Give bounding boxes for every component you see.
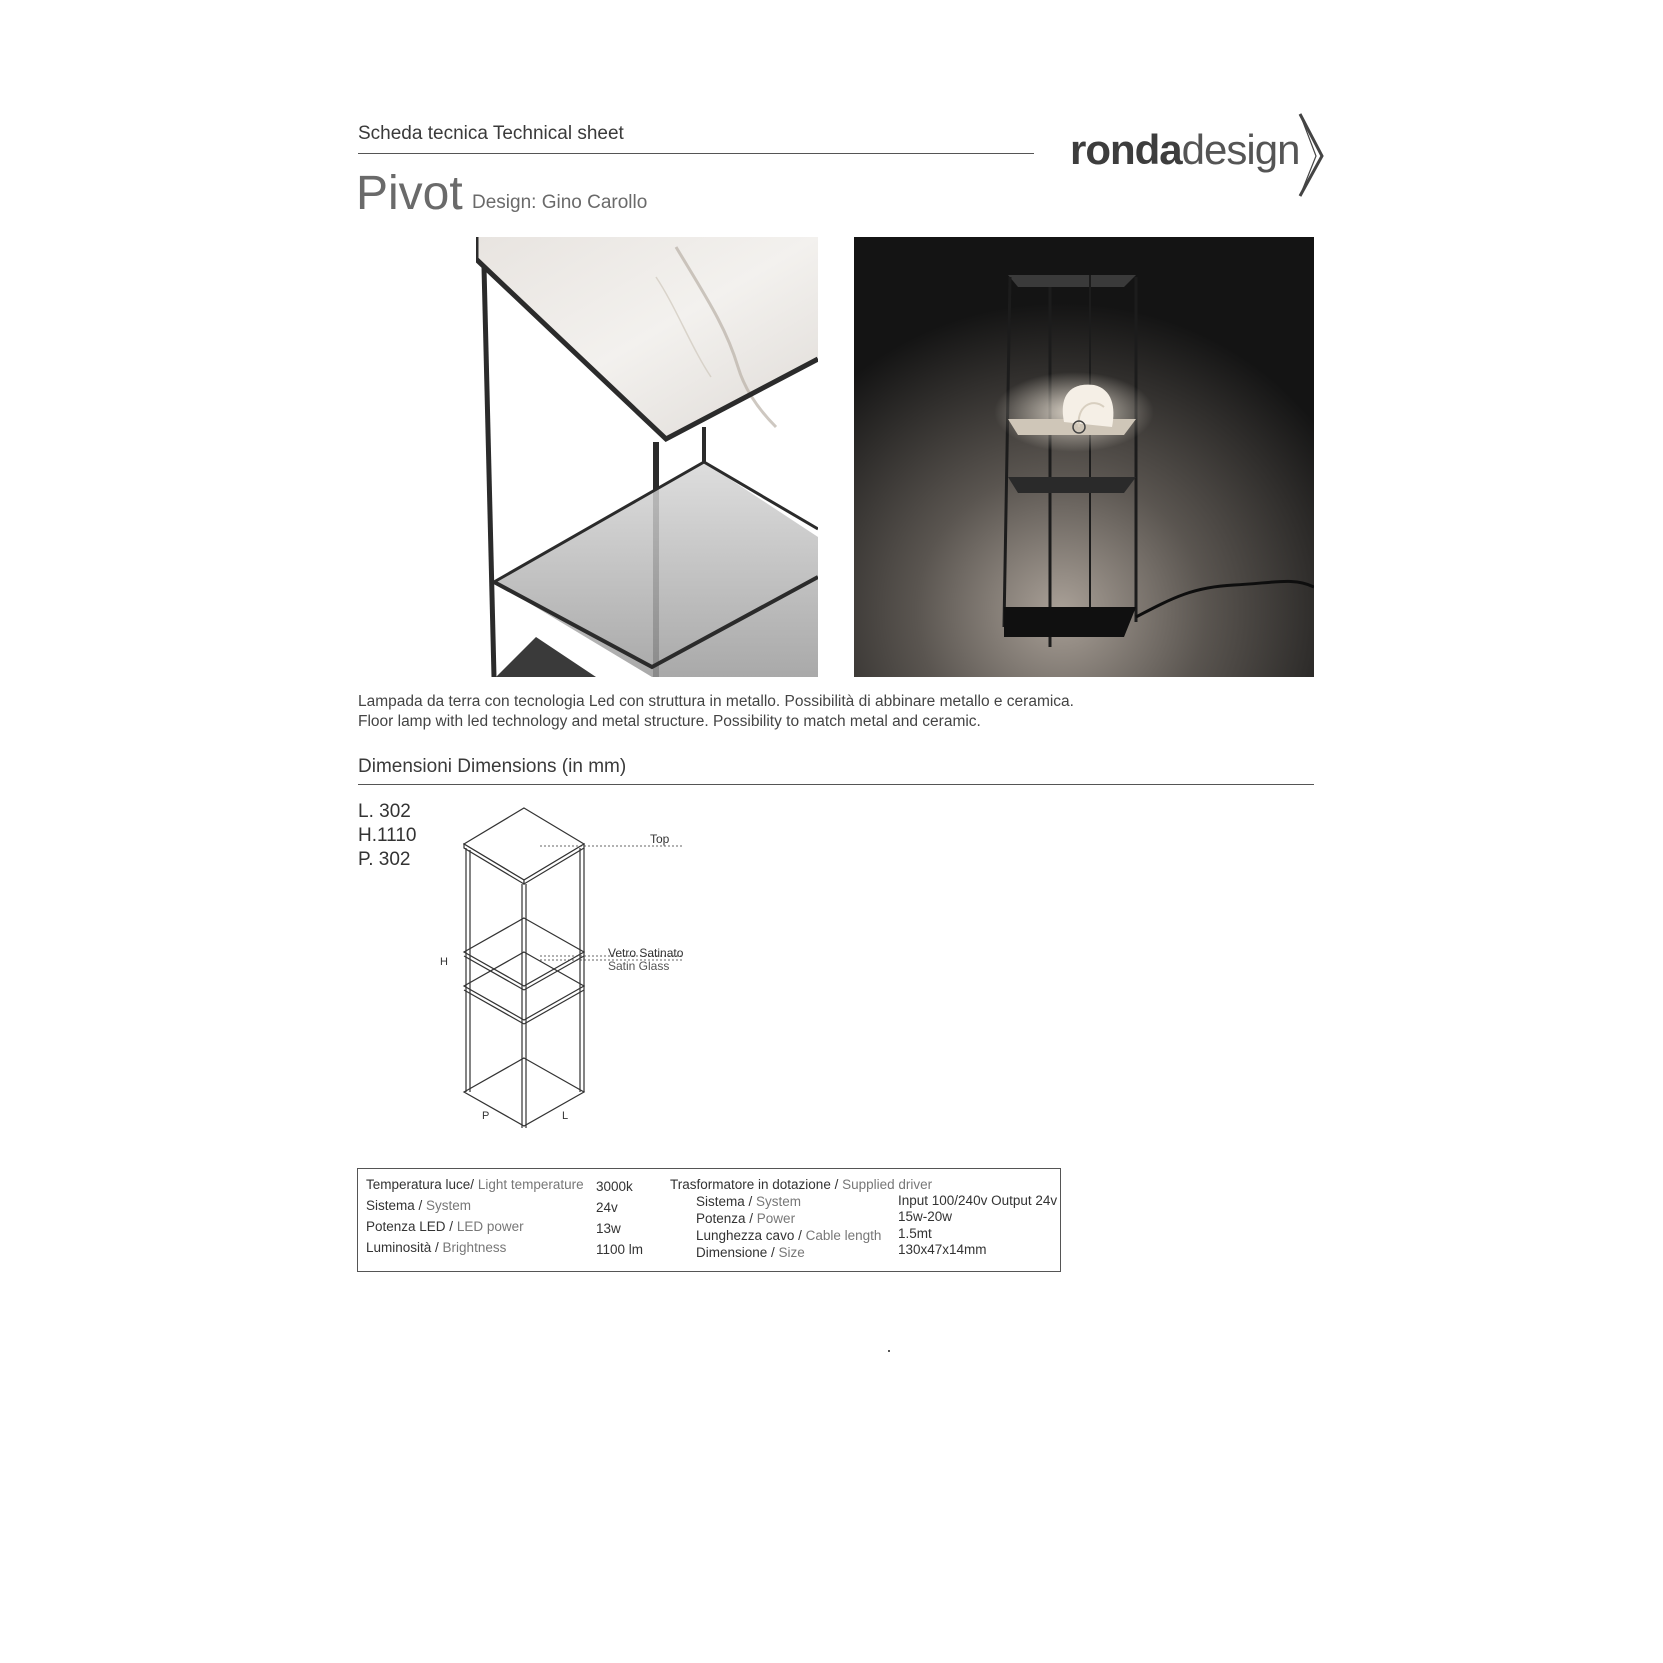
spec-value-driver-size: 130x47x14mm [898, 1242, 987, 1257]
spec-label-en: Power [753, 1211, 796, 1226]
spec-value-light-temperature: 3000k [596, 1179, 633, 1194]
dimensions-heading: Dimensioni Dimensions (in mm) [358, 756, 627, 777]
header-divider [358, 153, 1034, 154]
dimension-height: H.1110 [358, 825, 417, 846]
spec-label-driver-system [696, 1194, 801, 1209]
spec-value-driver-power: 15w-20w [898, 1209, 953, 1224]
stray-dot [888, 1350, 890, 1352]
spec-label-en: System [752, 1194, 802, 1209]
sheet-label: Scheda tecnica Technical sheet [358, 123, 624, 144]
spec-label-en: Supplied driver [838, 1177, 933, 1192]
spec-label-light-temperature [366, 1177, 584, 1192]
spec-driver-title [670, 1177, 932, 1192]
spec-label-en: LED power [453, 1219, 524, 1234]
logo-chevron-icon [1292, 112, 1332, 198]
specifications-table [357, 1168, 1061, 1272]
product-ambient-photo [854, 237, 1314, 677]
spec-label-it: Dimensione / [696, 1245, 775, 1260]
spec-label-it: Potenza / [696, 1211, 754, 1226]
spec-label-it: Potenza LED / [366, 1219, 454, 1234]
label-top: Top [650, 832, 670, 846]
label-vetro-satinato: Vetro Satinato [608, 946, 684, 960]
logo-bold-text: ronda [1070, 126, 1182, 173]
spec-label-en: Brightness [438, 1240, 507, 1255]
label-satin-glass: Satin Glass [608, 959, 670, 973]
spec-label-it: Sistema / [366, 1198, 423, 1213]
product-description [358, 692, 1074, 732]
spec-label-en: Size [774, 1245, 805, 1260]
spec-value-driver-system: Input 100/240v Output 24v [898, 1193, 1058, 1208]
spec-label-system [366, 1198, 471, 1213]
dimensions-divider [358, 784, 1314, 785]
rondadesign-logo [1070, 112, 1330, 202]
label-p: P [482, 1110, 490, 1122]
spec-label-en: Cable length [801, 1228, 882, 1243]
spec-label-en: System [422, 1198, 472, 1213]
spec-label-driver-size [696, 1245, 805, 1260]
dimension-depth: P. 302 [358, 849, 411, 870]
spec-label-it: Luminosità / [366, 1240, 439, 1255]
label-h: H [440, 956, 448, 968]
spec-label-driver-power [696, 1211, 795, 1226]
logo-light-text: design [1181, 126, 1300, 173]
spec-value-led-power: 13w [596, 1221, 621, 1236]
product-closeup-photo [476, 237, 818, 677]
dimension-length: L. 302 [358, 801, 411, 822]
spec-label-en: Light temperature [474, 1177, 584, 1192]
description-italian: Lampada da terra con tecnologia Led con struttura in metallo. Possibilità di abbinare metallo e ceramica. [358, 693, 1074, 710]
product-designer: Design: Gino Carollo [472, 192, 648, 213]
spec-value-cable-length: 1.5mt [898, 1226, 932, 1241]
spec-label-it: Trasformatore in dotazione / [670, 1177, 839, 1192]
spec-value-brightness: 1100 lm [596, 1242, 644, 1257]
spec-value-system: 24v [596, 1200, 618, 1215]
dimensions-values [358, 800, 416, 872]
spec-label-it: Sistema / [696, 1194, 753, 1209]
technical-drawing [420, 800, 720, 1135]
spec-label-cable-length [696, 1228, 881, 1243]
spec-label-brightness [366, 1240, 506, 1255]
spec-label-it: Lunghezza cavo / [696, 1228, 802, 1243]
label-l: L [562, 1110, 569, 1122]
spec-label-led-power [366, 1219, 524, 1234]
product-title: Pivot [356, 167, 463, 220]
description-english: Floor lamp with led technology and metal structure. Possibility to match metal and ceramic. [358, 713, 981, 730]
spec-label-it: Temperatura luce/ [366, 1177, 475, 1192]
